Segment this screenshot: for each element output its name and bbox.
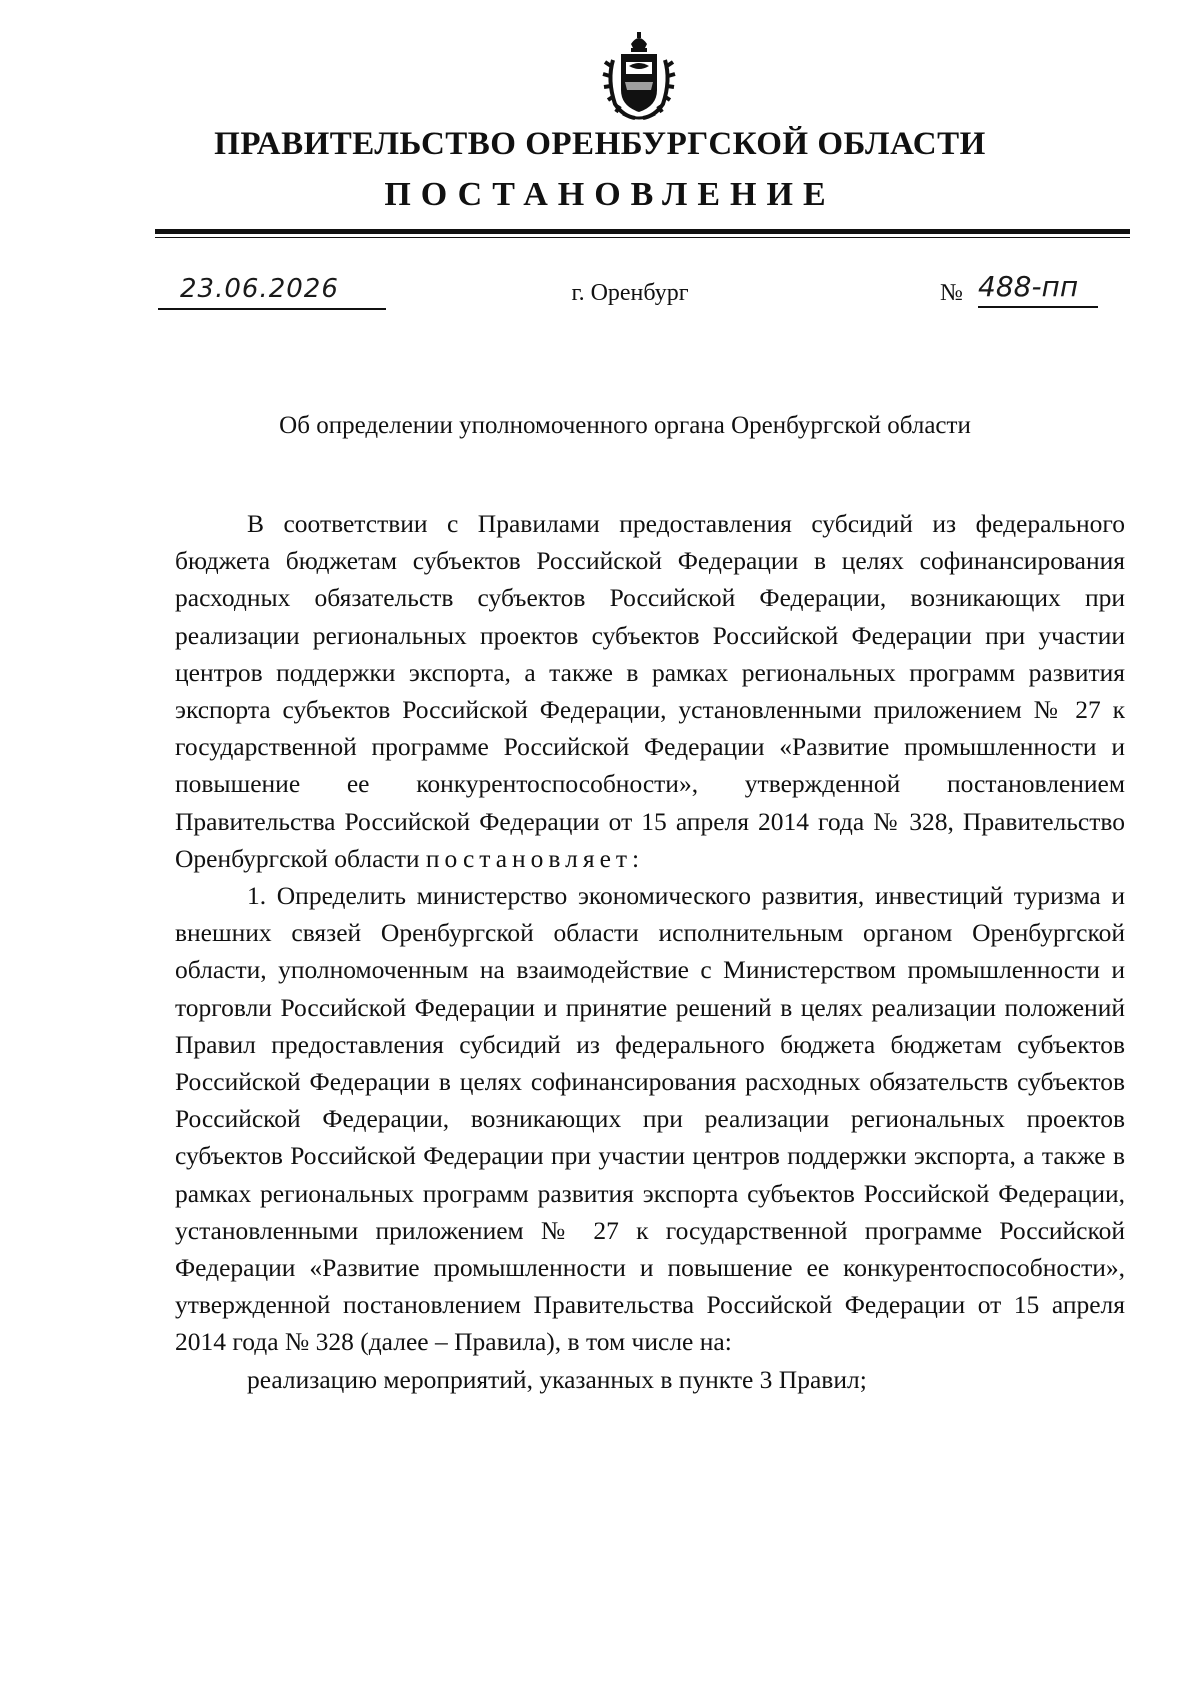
document-number: 488-пп	[978, 270, 1079, 303]
number-underline	[978, 306, 1098, 308]
coat-of-arms-emblem	[601, 30, 677, 122]
header-rule-thick	[155, 229, 1130, 234]
document-number-label: №	[940, 280, 963, 306]
header-rule-thin	[155, 237, 1130, 238]
document-subject: Об определении уполномоченного органа Оренбургской области	[279, 412, 971, 439]
document-date: 23.06.2026	[180, 274, 339, 304]
date-underline	[158, 308, 386, 310]
document-city: г. Оренбург	[571, 280, 689, 306]
preamble-text: В соответствии с Правилами предоставления субсидий из федерального бюджета бюджетам субъектов Российской Федерации в целях софинансирования расходных обязательств субъектов Российской Федерации, возникающих при реализации региональных проектов субъектов Российской Федерации при участии центров поддержки экспорта, а также в рамках региональных программ развития экспорта субъектов Российской Федерации, установленными приложением № 27 к государственной программе Российской Федерации «Развитие промышленности и повышение ее конкурентоспособности», утвержденной постановлением Правительства Российской Федерации от 15 апреля 2014 года № 328, Правительство Оренбургской области	[175, 509, 1125, 873]
decree-word: постановляет:	[425, 843, 645, 873]
government-title: ПРАВИТЕЛЬСТВО ОРЕНБУРГСКОЙ ОБЛАСТИ	[214, 126, 986, 162]
document-body	[175, 505, 1125, 1398]
preamble-paragraph	[175, 505, 1125, 877]
item-1-paragraph: 1. Определить министерство экономического развития, инвестиций туризма и внешних связей Оренбургской области исполнительным органом Оренбургской области, уполномоченным на взаимодействие с Министерством промышленности и торговли Российской Федерации и принятие решений в целях реализации положений Правил предоставления субсидий из федерального бюджета бюджетам субъектов Российской Федерации в целях софинансирования расходных обязательств субъектов Российской Федерации, возникающих при реализации региональных проектов субъектов Российской Федерации при участии центров поддержки экспорта, а также в рамках региональных программ развития экспорта субъектов Российской Федерации, установленными приложением № 27 к государственной программе Российской Федерации «Развитие промышленности и повышение ее конкурентоспособности», утвержденной постановлением Правительства Российской Федерации от 15 апреля 2014 года № 328 (далее – Правила), в том числе на:	[175, 881, 1125, 1357]
item-1-subitem-1: реализацию мероприятий, указанных в пункте 3 Правил;	[247, 1364, 867, 1394]
document-type: ПОСТАНОВЛЕНИЕ	[384, 176, 836, 213]
